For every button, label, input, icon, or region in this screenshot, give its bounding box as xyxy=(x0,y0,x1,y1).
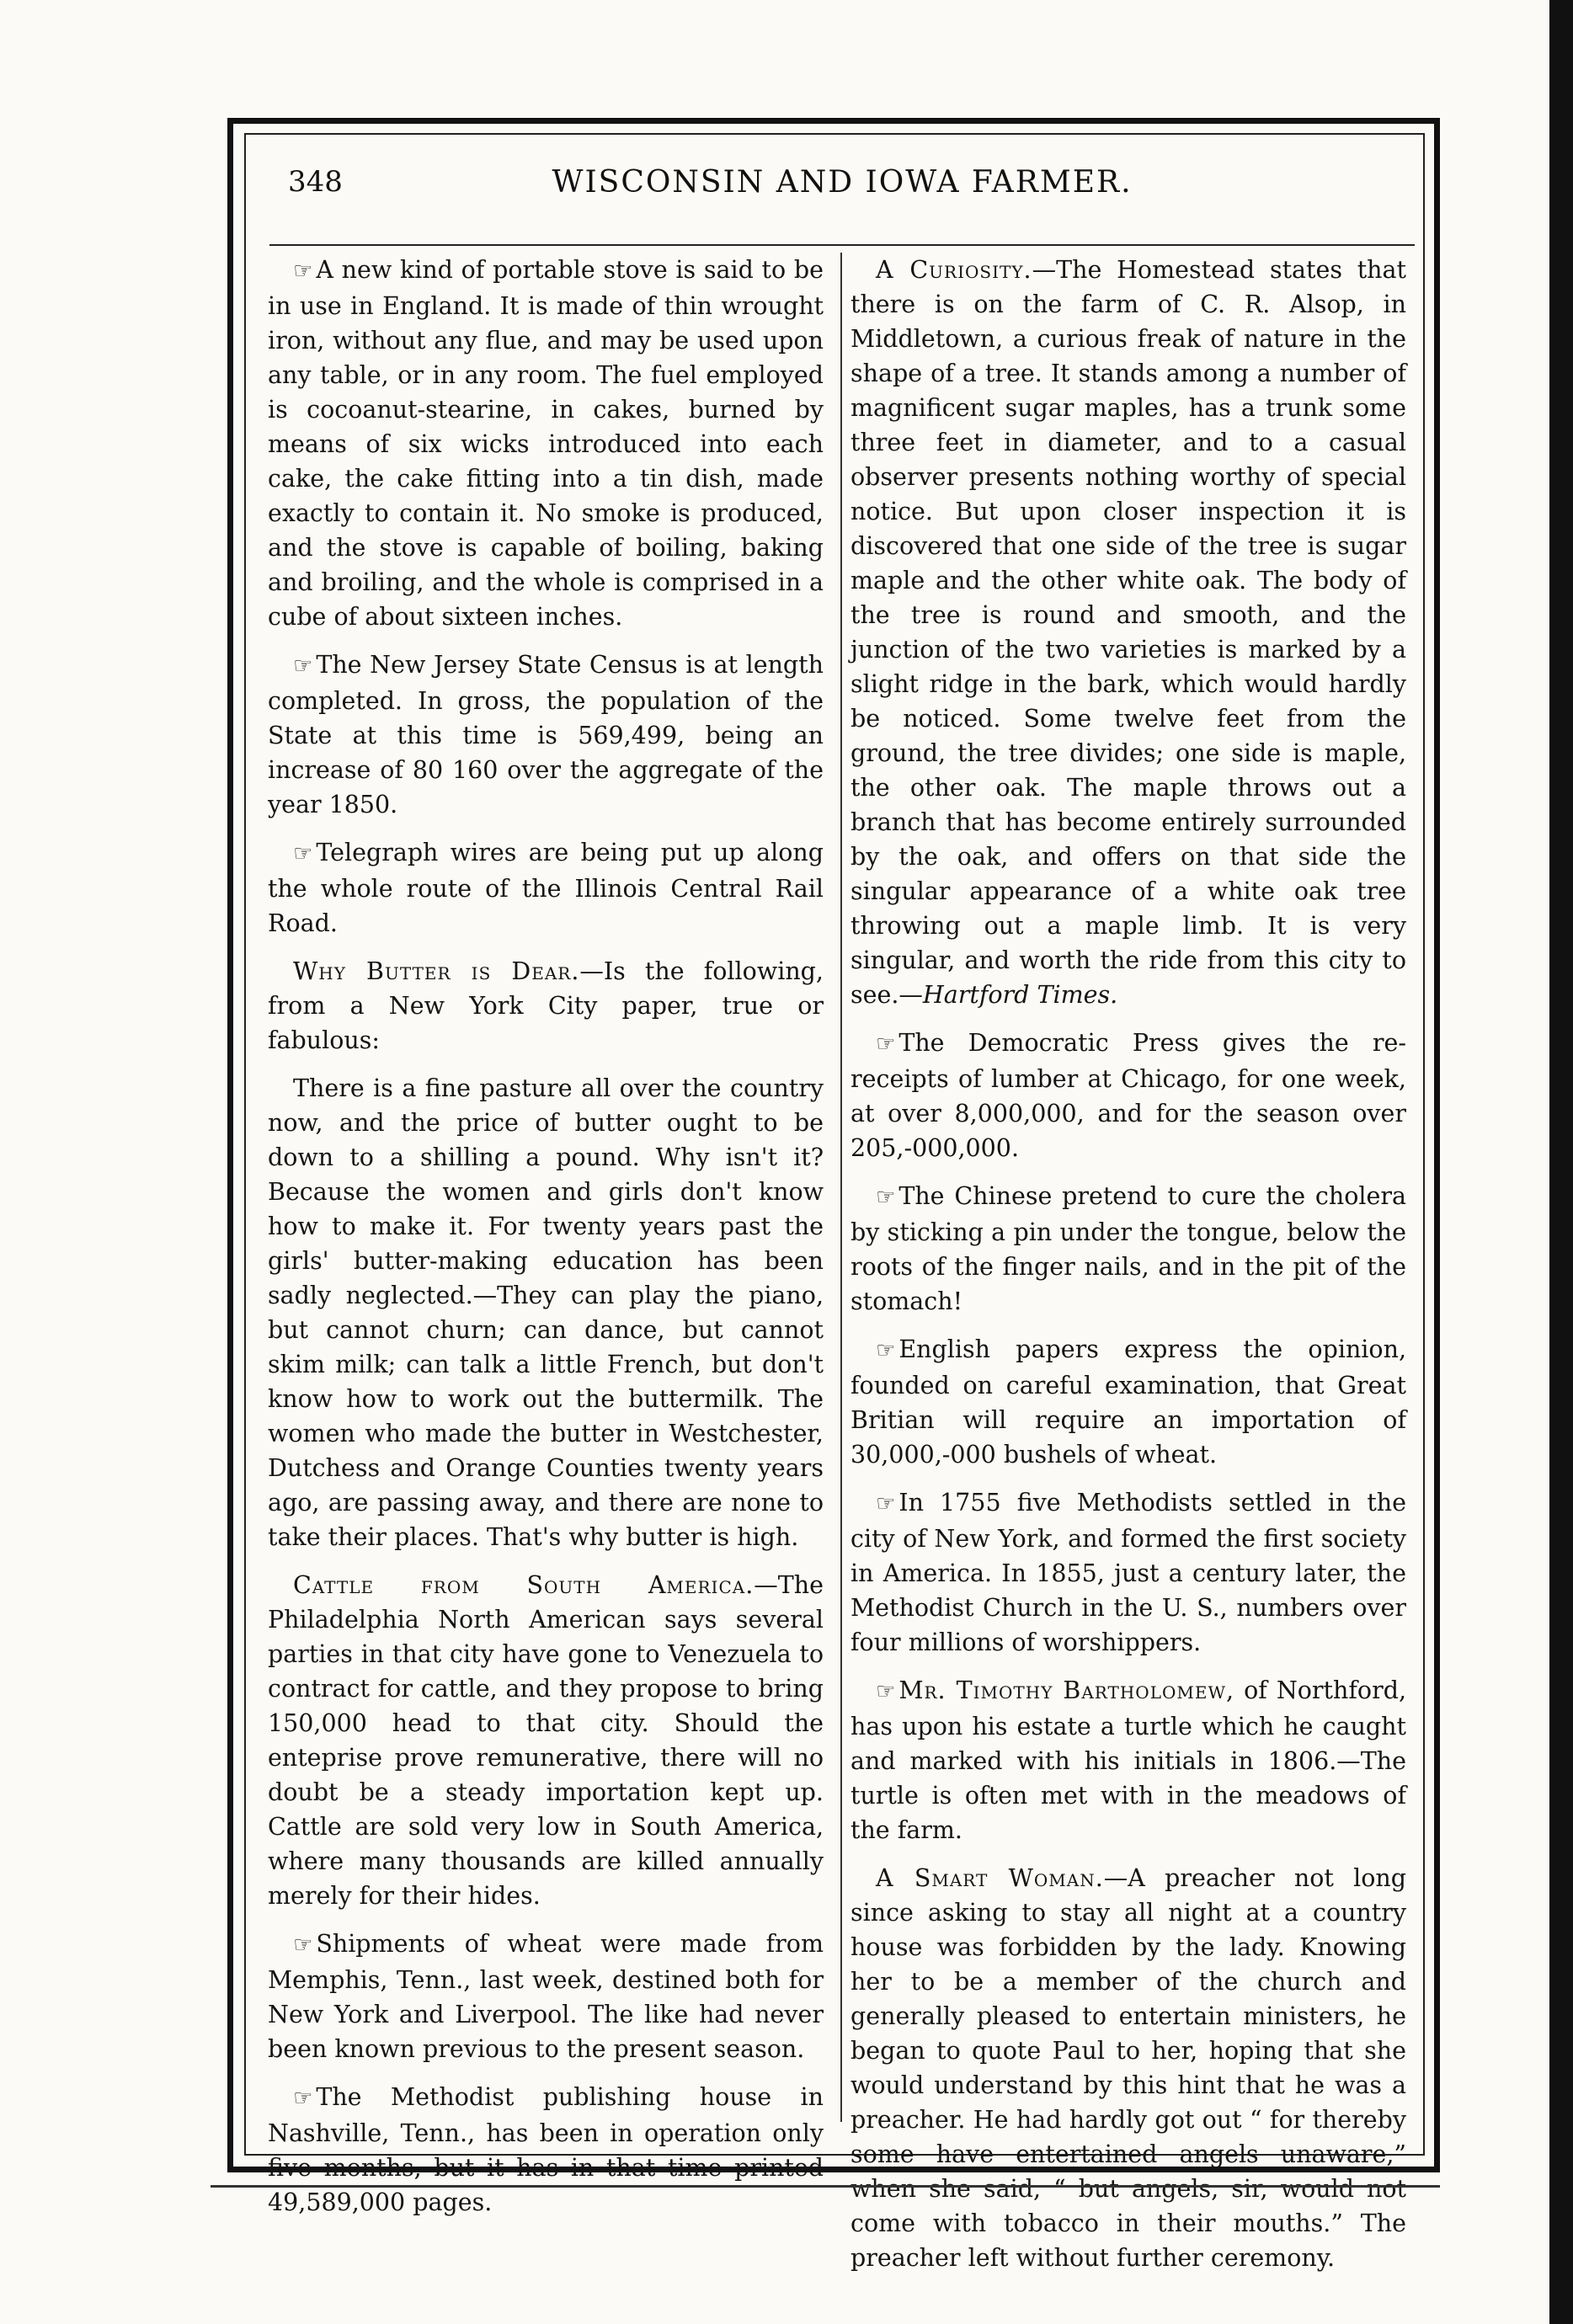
pointing-hand-icon: ☞ xyxy=(876,1338,896,1363)
article-portable-stove: ☞ A new kind of portable stove is said to be in use in England. It is made of thin wrought iron, without any flue, and may be used upon any table, or in any room. The fuel employed is cocoanut-stearine, in cakes, burned by means of six wicks introduced into each cake, the cake fitting into a tin dish, made exactly to contain it. No smoke is produced, and the stove is capable of boiling, baking and broiling, and the whole is comprised in a cube of about sixteen inches. xyxy=(268,256,824,631)
scan-edge xyxy=(1549,0,1573,2324)
article-telegraph: ☞ Telegraph wires are being put up along the whole route of the Illinois Central Rail Road. xyxy=(268,839,824,937)
left-column xyxy=(268,253,824,2233)
right-column xyxy=(850,253,1406,2289)
article-heading: Why Butter is Dear. xyxy=(293,957,580,985)
article-source: Hartford Times. xyxy=(922,981,1118,1009)
article-butter-body: There is a fine pasture all over the country now, and the price of butter ought to be down to a shilling a pound. Why isn't it? Because the women and girls don't know how to make it. For twenty years past the girls' butter-making education has been sadly neglected.—They can play the piano, but cannot churn; can dance, but cannot skim milk; can talk a little French, but don't know how to work out the buttermilk. The women who made the butter in Westchester, Dutchess and Orange Counties twenty years ago, are passing away, and there are none to take their places. That's why butter is high. xyxy=(268,1074,824,1551)
pointing-hand-icon: ☞ xyxy=(293,2086,313,2111)
header-rule xyxy=(269,244,1415,246)
article-methodists-1755: ☞ In 1755 five Methodists settled in the city of New York, and formed the first society in America. In 1855, just a century later, the Methodist Church in the U. S., numbers over four millions of worshippers. xyxy=(850,1489,1406,1656)
article-cholera: ☞ The Chinese pretend to cure the cholera by sticking a pin under the tongue, below the roots of the finger nails, and in the pit of the stomach! xyxy=(850,1182,1406,1315)
pointing-hand-icon: ☞ xyxy=(293,841,313,866)
article-curiosity: A Curiosity.—The Homestead states that there is on the farm of C. R. Alsop, in Middletown, a curious freak of nature in the shape of a tree. It stands among a number of magnificent sugar maples, has a trunk some three feet in diameter, and to a casual observer presents nothing worthy of special notice. But upon closer inspection it is discovered that one side of the tree is sugar maple and the other white oak. The body of the tree is round and smooth, and the junction of the two varieties is marked by a slight ridge in the bark, which would hardly be noticed. Some twelve feet from the ground, the tree divides; one side is maple, the other oak. The maple throws out a branch that has become entirely surrounded by the oak, and offers on that side the singular appearance of a white oak tree throwing out a maple limb. It is very singular, and worth the ride from this city to see.—Hartford Times. xyxy=(850,256,1406,1009)
article-heading: A Smart Woman. xyxy=(876,1864,1104,1892)
page-title: WISCONSIN AND IOWA FARMER. xyxy=(552,165,1133,200)
article-wheat-import: ☞ English papers express the opinion, founded on careful examination, that Great Britian will require an importation of 30,000,-000 bushels of wheat. xyxy=(850,1335,1406,1468)
article-heading: A Curiosity. xyxy=(876,256,1032,284)
article-wheat-shipments: ☞ Shipments of wheat were made from Memphis, Tenn., last week, destined both for New York and Liverpool. The like had never been known previous to the present season. xyxy=(268,1930,824,2063)
column-divider xyxy=(840,253,842,2122)
article-heading: Cattle from South America. xyxy=(293,1571,755,1599)
page-number: 348 xyxy=(288,165,343,199)
article-butter-intro: Why Butter is Dear.—Is the following, from a New York City paper, true or fabulous: xyxy=(268,957,824,1054)
bottom-rule xyxy=(211,2185,1440,2188)
article-heading: Mr. Timothy Bartholomew, xyxy=(898,1676,1235,1704)
pointing-hand-icon: ☞ xyxy=(293,1932,313,1958)
article-lumber: ☞ The Democratic Press gives the re-receipts of lumber at Chicago, for one week, at over 8,000,000, and for the season over 205,-000,000. xyxy=(850,1029,1406,1162)
pointing-hand-icon: ☞ xyxy=(876,1491,896,1516)
article-methodist-publishing: ☞ The Methodist publishing house in Nashville, Tenn., has been in operation only five months, but it has in that time printed 49,589,000 pages. xyxy=(268,2083,824,2216)
pointing-hand-icon: ☞ xyxy=(876,1031,896,1057)
article-cattle: Cattle from South America.—The Philadelphia North American says several parties in that city have gone to Venezuela to contract for cattle, and they propose to bring 150,000 head to that city. Should the enteprise prove remunerative, there will no doubt be a steady importation kept up. Cattle are sold very low in South America, where many thousands are killed annually merely for their hides. xyxy=(268,1571,824,1910)
pointing-hand-icon: ☞ xyxy=(876,1679,896,1704)
pointing-hand-icon: ☞ xyxy=(876,1185,896,1210)
pointing-hand-icon: ☞ xyxy=(293,653,313,679)
article-smart-woman: A Smart Woman.—A preacher not long since asking to stay all night at a country house was forbidden by the lady. Knowing her to be a member of the church and generally pleased to entertain ministers, he began to quote Paul to her, hoping that she would understand by this hint that he was a preacher. He had hardly got out “ for thereby some have entertained angels unaware,” when she said, “ but angels, sir, would not come with tobacco in their mouths.” The preacher left without further ceremony. xyxy=(850,1864,1406,2272)
page-header xyxy=(269,160,1415,211)
pointing-hand-icon: ☞ xyxy=(293,259,313,284)
article-turtle: ☞ Mr. Timothy Bartholomew, of Northford, has upon his estate a turtle which he caught and marked with his initials in 1806.—The turtle is often met with in the meadows of the farm. xyxy=(850,1676,1406,1844)
article-census: ☞ The New Jersey State Census is at length completed. In gross, the population of the State at this time is 569,499, being an increase of 80 160 over the aggregate of the year 1850. xyxy=(268,651,824,818)
